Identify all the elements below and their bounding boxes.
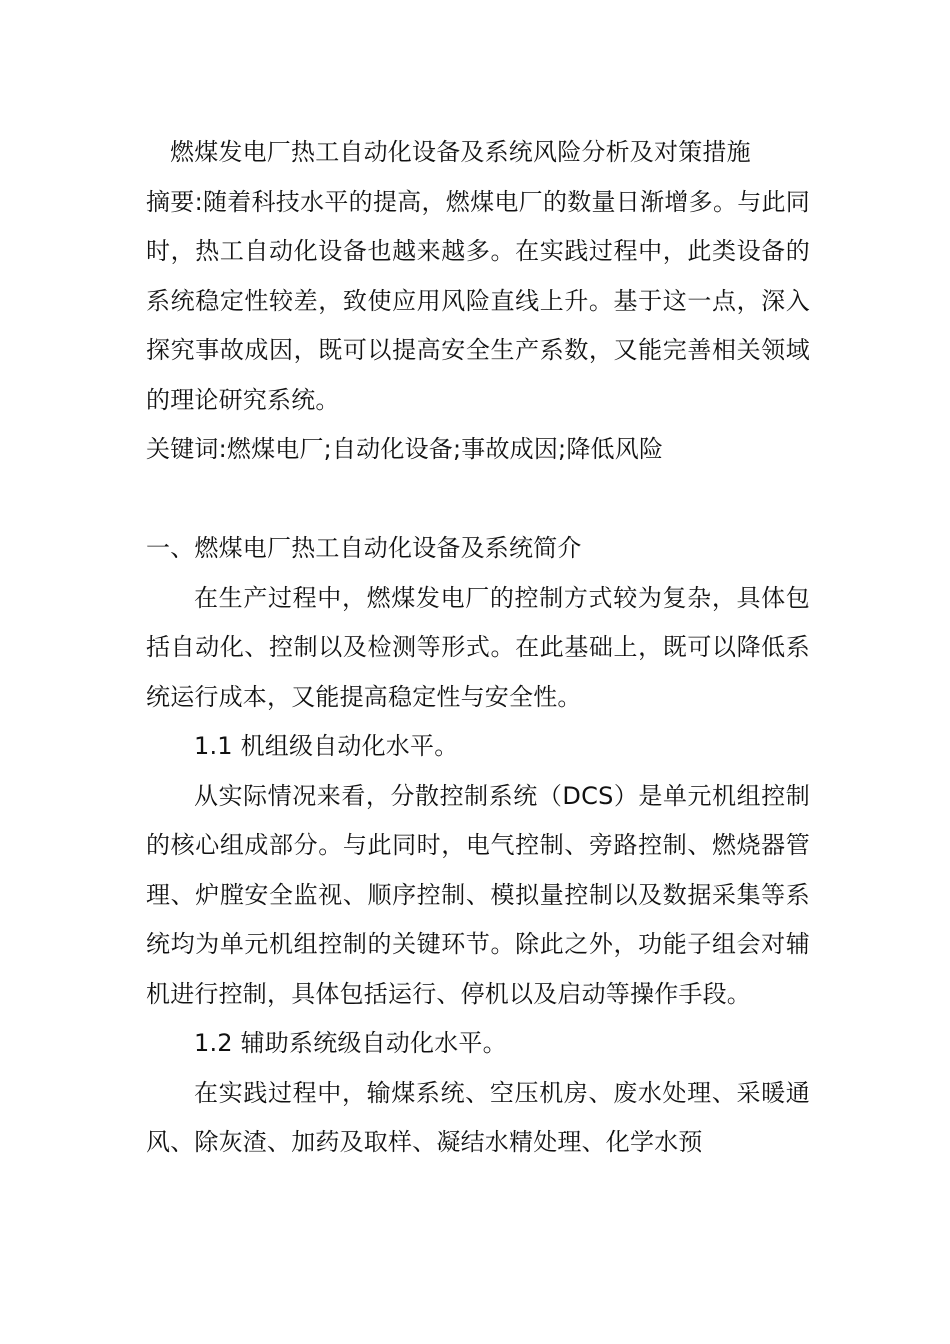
keywords-line: 关键词:燃煤电厂;自动化设备;事故成因;降低风险: [146, 435, 664, 463]
subsection-heading-1-2: 1.2 辅助系统级自动化水平。: [194, 1029, 507, 1057]
section-intro-paragraph: 在生产过程中，燃煤发电厂的控制方式较为复杂，具体包括自动化、控制以及检测等形式。在此基础上，既可以降低系统运行成本，又能提高稳定性与安全性。: [146, 583, 810, 711]
section-heading: 一、燃煤电厂热工自动化设备及系统简介: [146, 534, 582, 562]
blank-line: [146, 475, 810, 525]
subsection-heading-1-1: 1.1 机组级自动化水平。: [194, 732, 459, 760]
document-title: 燃煤发电厂热工自动化设备及系统风险分析及对策措施: [170, 138, 751, 166]
document-body: [146, 128, 810, 1168]
subsection-body-1-1: 从实际情况来看，分散控制系统（DCS）是单元机组控制的核心组成部分。与此同时，电气控制、旁路控制、燃烧器管理、炉膛安全监视、顺序控制、模拟量控制以及数据采集等系统均为单元机组控制的关键环节。除此之外，功能子组会对辅机进行控制，具体包括运行、停机以及启动等操作手段。: [146, 781, 810, 1008]
subsection-body-1-2: 在实践过程中，输煤系统、空压机房、废水处理、采暖通风、除灰渣、加药及取样、凝结水精处理、化学水预: [146, 1078, 810, 1156]
abstract-paragraph: 摘要:随着科技水平的提高，燃煤电厂的数量日渐增多。与此同时，热工自动化设备也越来越多。在实践过程中，此类设备的系统稳定性较差，致使应用风险直线上升。基于这一点，深入探究事故成因，既可以提高安全生产系数，又能完善相关领域的理论研究系统。: [146, 187, 810, 414]
